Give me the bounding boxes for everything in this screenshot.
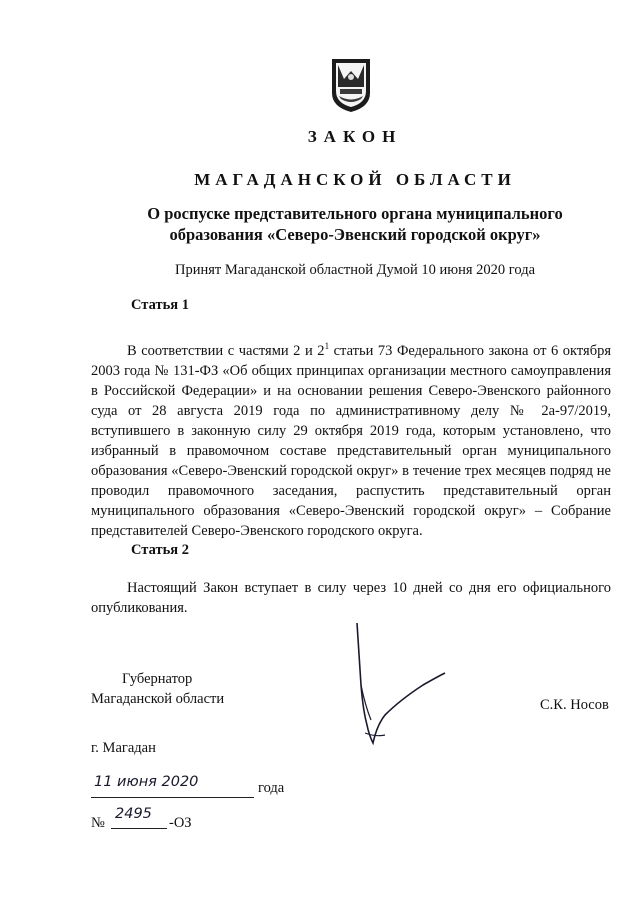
article-2-text: Настоящий Закон вступает в силу через 10 дней со дня его официального опубликования. (91, 580, 611, 616)
adoption-note: Принят Магаданской областной Думой 10 июня 2020 года (174, 262, 536, 278)
place-of-signing: г. Магадан (91, 740, 156, 756)
coat-of-arms-icon (330, 57, 372, 113)
article-1-text-rest: статьи 73 Федерального закона от 6 октября 2003 года № 131-ФЗ «Об общих принципах организации местного самоуправления в Российской Федерации» и на основании решения Северо-Эвенского районного суда от 28 августа 2019 года по административному делу № 2а-97/2019, вступившего в законную силу 29 октября 2019 года, которым установлено, что избранный в правомочном составе представительный орган муниципального образования «Северо-Эвенский городской округ» в течение трех месяцев подряд не проводил правомочного заседания, распустить представительный орган муниципального образования «Северо-Эвенский городской округ» – Собрание представителей Северо-Эвенского городского округа. (91, 342, 611, 539)
subject-line-2: образования «Северо-Эвенский городской округ» (169, 225, 541, 244)
article-1-text-start: В соответствии с частями 2 и 2 (127, 342, 325, 359)
region-title: МАГАДАНСКОЙ ОБЛАСТИ (194, 170, 516, 189)
law-subject (120, 203, 590, 245)
article-2-heading: Статья 2 (131, 542, 189, 558)
article-1-heading: Статья 1 (131, 297, 189, 313)
article-1-text (91, 336, 611, 541)
article-1-superscript: 1 (324, 341, 330, 351)
law-title: ЗАКОН (307, 127, 403, 146)
signature-icon (345, 615, 455, 750)
date-suffix: года (258, 780, 285, 796)
handwritten-date: 11 июня 2020 (94, 774, 199, 790)
law-number-suffix: -ОЗ (169, 815, 192, 831)
governor-title: Губернатор (122, 671, 193, 687)
signer-name: С.К. Носов (540, 697, 609, 713)
governor-region: Магаданской области (91, 691, 225, 707)
handwritten-law-number: 2495 (115, 806, 152, 822)
subject-line-1: О роспуске представительного органа муниципального (147, 204, 563, 223)
number-sign: № (91, 815, 105, 831)
